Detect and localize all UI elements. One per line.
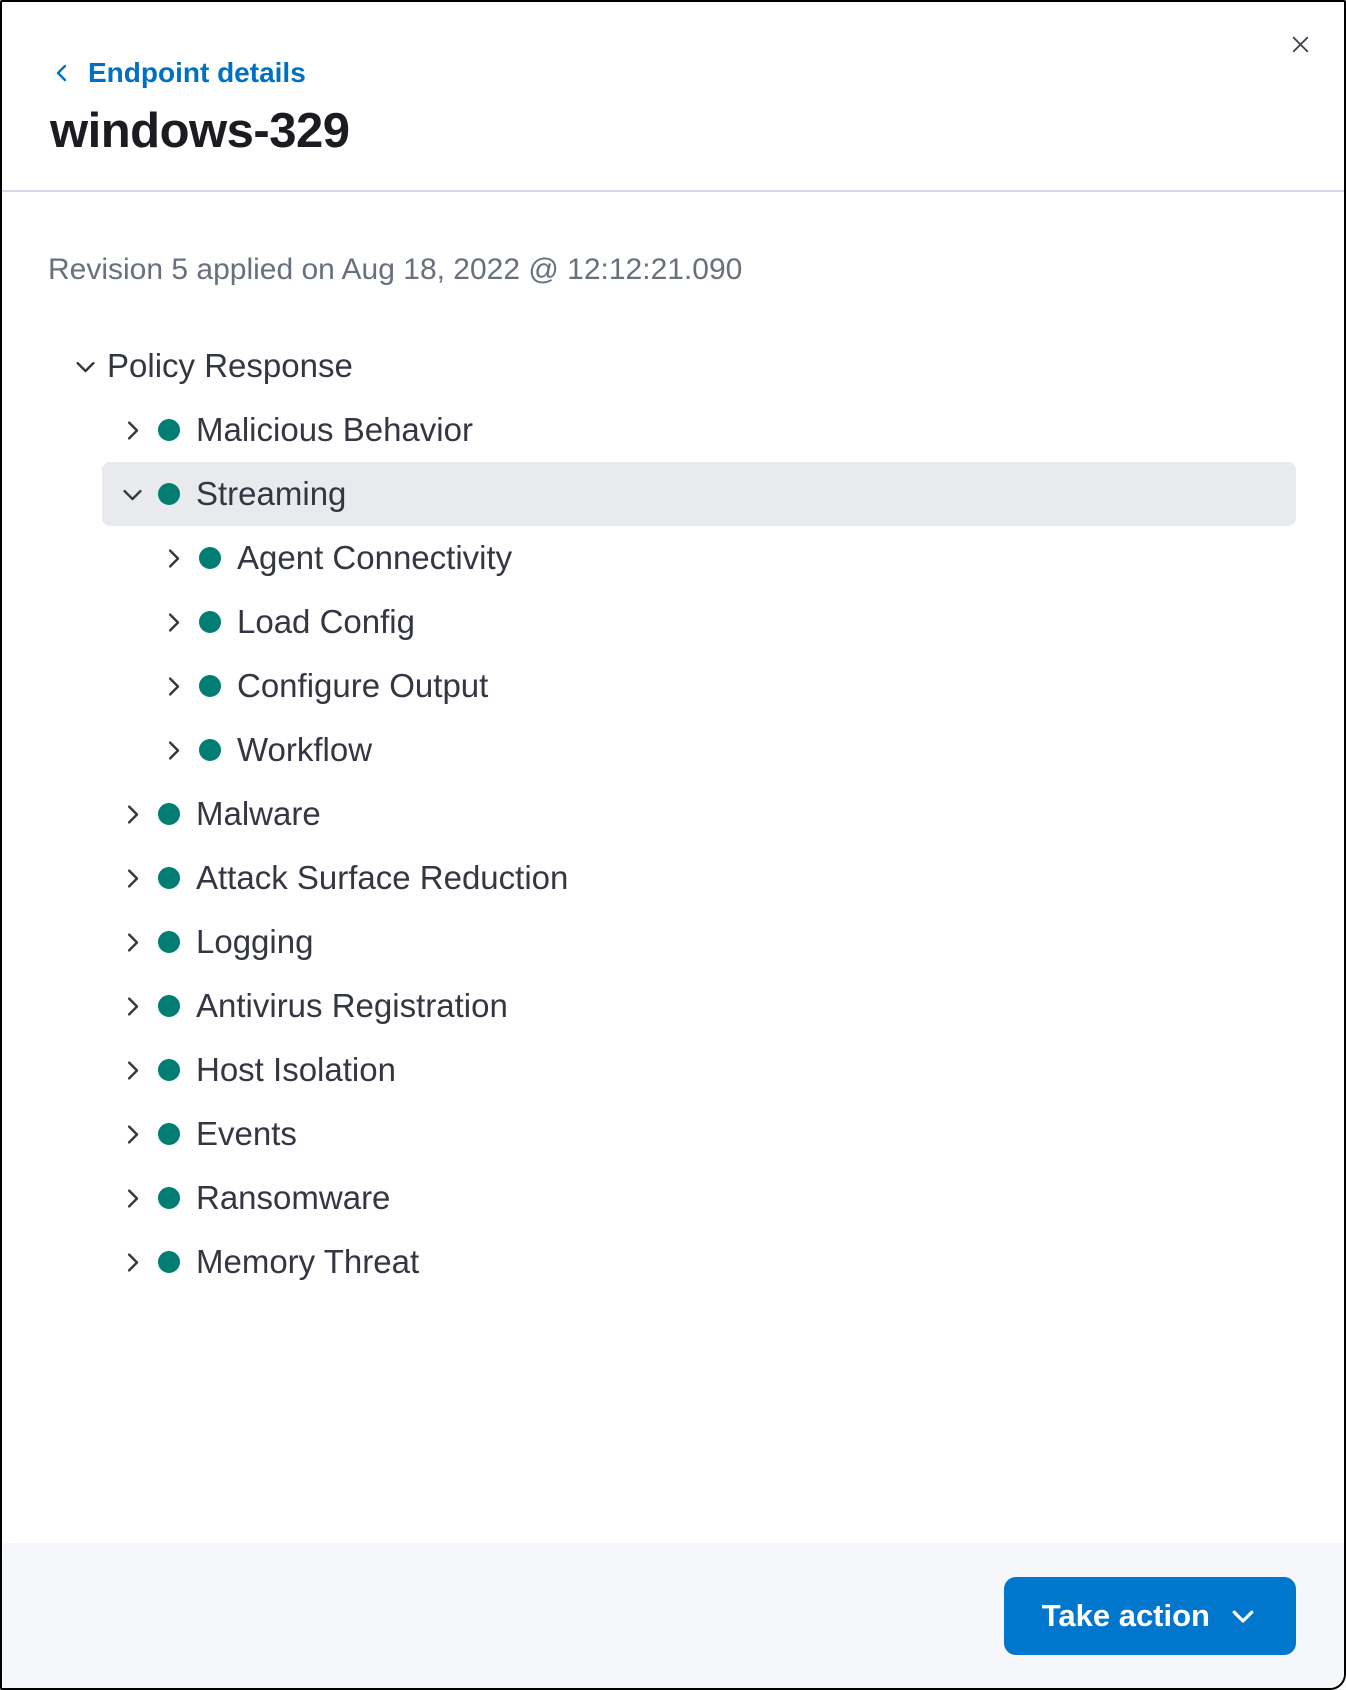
tree-item-configure-output[interactable] xyxy=(143,654,1296,718)
back-link-label: Endpoint details xyxy=(88,57,306,88)
status-dot-success xyxy=(199,675,221,697)
status-dot-success xyxy=(158,803,180,825)
chevron-right-icon[interactable] xyxy=(119,417,146,444)
tree-item-antivirus-registration[interactable] xyxy=(102,974,1296,1038)
tree-item-streaming[interactable] xyxy=(102,462,1296,526)
close-button[interactable] xyxy=(1280,24,1320,64)
status-dot-success xyxy=(158,867,180,889)
status-dot-success xyxy=(199,739,221,761)
status-dot-success xyxy=(158,1123,180,1145)
tree-item-label: Ransomware xyxy=(196,1179,391,1216)
tree-item-logging[interactable] xyxy=(102,910,1296,974)
revision-text: Revision 5 applied on Aug 18, 2022 @ 12:12:21.090 xyxy=(48,253,743,286)
tree-item-label: Streaming xyxy=(196,475,347,512)
policy-response-tree xyxy=(48,334,1296,1294)
chevron-right-icon[interactable] xyxy=(119,1121,146,1148)
chevron-left-icon xyxy=(50,61,74,85)
status-dot-success xyxy=(158,483,180,505)
chevron-down-icon xyxy=(1228,1601,1258,1631)
flyout-body xyxy=(2,192,1344,1543)
tree-item-memory-threat[interactable] xyxy=(102,1230,1296,1294)
tree-item-host-isolation[interactable] xyxy=(102,1038,1296,1102)
tree-item-label: Malware xyxy=(196,795,321,832)
tree-item-events[interactable] xyxy=(102,1102,1296,1166)
chevron-right-icon[interactable] xyxy=(160,737,187,764)
chevron-right-icon[interactable] xyxy=(160,673,187,700)
tree-item-label: Memory Threat xyxy=(196,1243,420,1280)
take-action-label: Take action xyxy=(1041,1597,1210,1633)
tree-item-load-config[interactable] xyxy=(143,590,1296,654)
status-dot-success xyxy=(158,995,180,1017)
chevron-right-icon[interactable] xyxy=(160,545,187,572)
tree-item-label: Attack Surface Reduction xyxy=(196,859,569,896)
chevron-right-icon[interactable] xyxy=(119,1057,146,1084)
status-dot-success xyxy=(158,419,180,441)
chevron-right-icon[interactable] xyxy=(119,993,146,1020)
flyout-header xyxy=(2,2,1344,192)
chevron-right-icon[interactable] xyxy=(119,1185,146,1212)
tree-item-label: Antivirus Registration xyxy=(196,987,508,1024)
tree-item-label: Logging xyxy=(196,923,314,960)
tree-item-label: Load Config xyxy=(237,603,415,640)
tree-item-attack-surface-reduction[interactable] xyxy=(102,846,1296,910)
close-icon xyxy=(1287,31,1314,58)
back-link-endpoint-details[interactable] xyxy=(50,56,306,90)
chevron-down-icon[interactable] xyxy=(72,353,99,380)
tree-item-malicious-behavior[interactable] xyxy=(102,398,1296,462)
status-dot-success xyxy=(158,1187,180,1209)
tree-item-ransomware[interactable] xyxy=(102,1166,1296,1230)
chevron-right-icon[interactable] xyxy=(119,1249,146,1276)
tree-item-label: Workflow xyxy=(237,731,373,768)
tree-item-malware[interactable] xyxy=(102,782,1296,846)
chevron-right-icon[interactable] xyxy=(119,865,146,892)
tree-item-label: Host Isolation xyxy=(196,1051,396,1088)
tree-item-label: Policy Response xyxy=(107,347,353,384)
tree-item-policy-response[interactable] xyxy=(72,334,1296,398)
tree-item-label: Agent Connectivity xyxy=(237,539,513,576)
status-dot-success xyxy=(158,1251,180,1273)
chevron-right-icon[interactable] xyxy=(160,609,187,636)
status-dot-success xyxy=(199,547,221,569)
chevron-down-icon[interactable] xyxy=(119,481,146,508)
tree-item-agent-connectivity[interactable] xyxy=(143,526,1296,590)
page-title: windows-329 xyxy=(50,104,350,158)
status-dot-success xyxy=(199,611,221,633)
tree-item-label: Events xyxy=(196,1115,297,1152)
tree-item-workflow[interactable] xyxy=(143,718,1296,782)
tree-item-label: Configure Output xyxy=(237,667,489,704)
flyout-footer xyxy=(2,1543,1344,1688)
chevron-right-icon[interactable] xyxy=(119,801,146,828)
status-dot-success xyxy=(158,931,180,953)
status-dot-success xyxy=(158,1059,180,1081)
tree-item-label: Malicious Behavior xyxy=(196,411,473,448)
chevron-right-icon[interactable] xyxy=(119,929,146,956)
take-action-button[interactable] xyxy=(1004,1577,1296,1655)
